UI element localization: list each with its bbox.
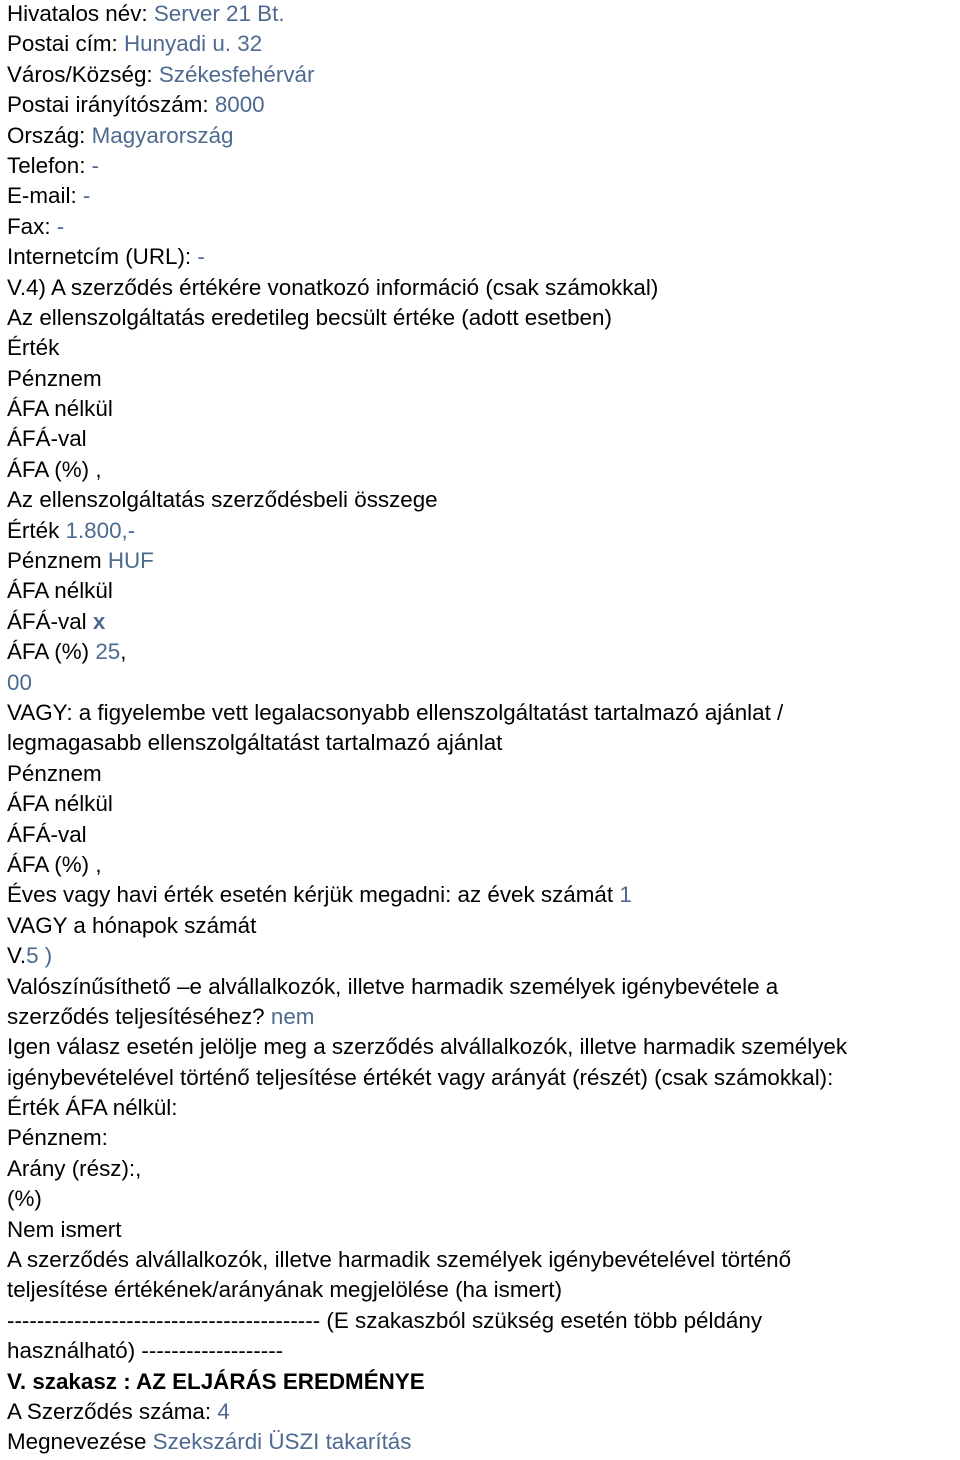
- years-label: Éves vagy havi érték esetén kérjük megadni: az évek számát: [7, 882, 614, 908]
- contract-number-line: [7, 1397, 960, 1427]
- estimated-vat-label: ÁFA (%) ,: [7, 456, 102, 482]
- result-section-heading: V. szakasz : AZ ELJÁRÁS EREDMÉNYE: [7, 1368, 425, 1394]
- city-line: [7, 60, 960, 90]
- postal-address-value: Hunyadi u. 32: [123, 31, 263, 57]
- contract-name-value: Szekszárdi ÜSZI takarítás: [152, 1429, 412, 1455]
- offer-gross-label: ÁFÁ-val: [7, 821, 87, 847]
- contract-number-label: A Szerződés száma:: [7, 1398, 212, 1424]
- fax-value: -: [56, 213, 65, 239]
- contract-currency-line: [7, 546, 960, 576]
- value-info-heading: V.4) A szerződés értékére vonatkozó információ (csak számokkal): [7, 274, 659, 300]
- offer-vat-label: ÁFA (%) ,: [7, 851, 102, 877]
- years-line: [7, 880, 960, 910]
- subcontract-percent-label: (%): [7, 1186, 42, 1212]
- contract-currency-value: HUF: [107, 548, 154, 574]
- contract-value: 1.800,-: [65, 517, 136, 543]
- postal-address-line: [7, 29, 960, 59]
- offer-currency-label: Pénznem: [7, 760, 102, 786]
- lowest-offer-line-1: VAGY: a figyelembe vett legalacsonyabb ellenszolgáltatást tartalmazó ajánlat /: [7, 699, 784, 725]
- fax-label: Fax:: [7, 213, 51, 239]
- subcontract-answer: nem: [270, 1003, 315, 1029]
- subcontract-if-yes-line-2: igénybevételével történő teljesítése értékét vagy arányát (részét) (csak számokkal):: [7, 1064, 834, 1090]
- country-line: [7, 121, 960, 151]
- official-name-line: [7, 0, 960, 29]
- separator-line-2: használható) -------------------: [7, 1338, 284, 1364]
- city-label: Város/Község:: [7, 61, 153, 87]
- email-label: E-mail:: [7, 183, 77, 209]
- contract-gross-mark: x: [92, 608, 106, 634]
- contract-currency-label: Pénznem: [7, 548, 102, 574]
- postal-address-label: Postai cím:: [7, 31, 118, 57]
- zip-line: [7, 90, 960, 120]
- contract-value-line: [7, 516, 960, 546]
- subcontract-section-heading: [7, 941, 960, 971]
- contract-number-value: 4: [217, 1398, 230, 1424]
- estimated-currency-label: Pénznem: [7, 365, 102, 391]
- email-value: -: [82, 183, 91, 209]
- contract-vat-line: [7, 637, 960, 667]
- subcontract-ratio-label: Arány (rész):,: [7, 1155, 142, 1181]
- subcontract-section-prefix: V.: [7, 943, 27, 969]
- fax-line: [7, 212, 960, 242]
- subcontract-unknown-label: Nem ismert: [7, 1216, 122, 1242]
- email-line: [7, 181, 960, 211]
- estimated-net-label: ÁFA nélkül: [7, 396, 113, 422]
- contract-value-label: Érték: [7, 517, 60, 543]
- years-value: 1: [619, 882, 632, 908]
- contract-gross-label: ÁFÁ-val: [7, 608, 87, 634]
- subcontract-section-number: 5 ): [26, 943, 53, 969]
- country-label: Ország:: [7, 122, 86, 148]
- subcontract-question-line-2: [7, 1002, 960, 1032]
- contract-vat-label: ÁFA (%): [7, 639, 90, 665]
- contract-amount-heading: Az ellenszolgáltatás szerződésbeli összege: [7, 487, 438, 513]
- official-name-label: Hivatalos név:: [7, 1, 148, 26]
- lowest-offer-line-2: legmagasabb ellenszolgáltatást tartalmazó ajánlat: [7, 730, 503, 756]
- url-label: Internetcím (URL):: [7, 244, 192, 270]
- zip-value: 8000: [214, 92, 265, 118]
- contract-net-label: ÁFA nélkül: [7, 578, 113, 604]
- city-value: Székesfehérvár: [158, 61, 315, 87]
- estimated-gross-label: ÁFÁ-val: [7, 426, 87, 452]
- contract-gross-line: [7, 607, 960, 637]
- subcontract-currency-label: Pénznem:: [7, 1125, 108, 1151]
- url-line: [7, 242, 960, 272]
- subcontract-if-yes-line-1: Igen válasz esetén jelölje meg a szerződés alvállalkozók, illetve harmadik személyek: [7, 1034, 848, 1060]
- estimated-value-label: Érték: [7, 335, 60, 361]
- country-value: Magyarország: [91, 122, 234, 148]
- official-name-value: Server 21 Bt.: [153, 1, 285, 26]
- separator-line-1: ------------------------------------------ (E szakaszból szükség esetén több példány: [7, 1307, 763, 1333]
- phone-label: Telefon:: [7, 152, 86, 178]
- offer-net-label: ÁFA nélkül: [7, 791, 113, 817]
- months-label: VAGY a hónapok számát: [7, 912, 257, 938]
- contract-name-label: Megnevezése: [7, 1429, 147, 1455]
- estimated-value-heading: Az ellenszolgáltatás eredetileg becsült értéke (adott esetben): [7, 304, 612, 330]
- contract-name-line: [7, 1427, 960, 1457]
- phone-line: [7, 151, 960, 181]
- subcontract-desc-line-2: teljesítése értékének/arányának megjelölése (ha ismert): [7, 1277, 563, 1303]
- subcontract-question-line-1: Valószínűsíthető –e alvállalkozók, illetve harmadik személyek igénybevétele a: [7, 973, 779, 999]
- contract-vat-decimals: 00: [7, 669, 32, 695]
- url-value: -: [197, 244, 205, 270]
- subcontract-question-text: szerződés teljesítéséhez?: [7, 1003, 265, 1029]
- subcontract-value-label: Érték ÁFA nélkül:: [7, 1095, 178, 1121]
- zip-label: Postai irányítószám:: [7, 92, 209, 118]
- subcontract-desc-line-1: A szerződés alvállalkozók, illetve harmadik személyek igénybevételével történő: [7, 1247, 792, 1273]
- contract-vat-separator: ,: [120, 639, 127, 665]
- contract-vat-value: 25: [95, 639, 121, 665]
- phone-value: -: [91, 152, 100, 178]
